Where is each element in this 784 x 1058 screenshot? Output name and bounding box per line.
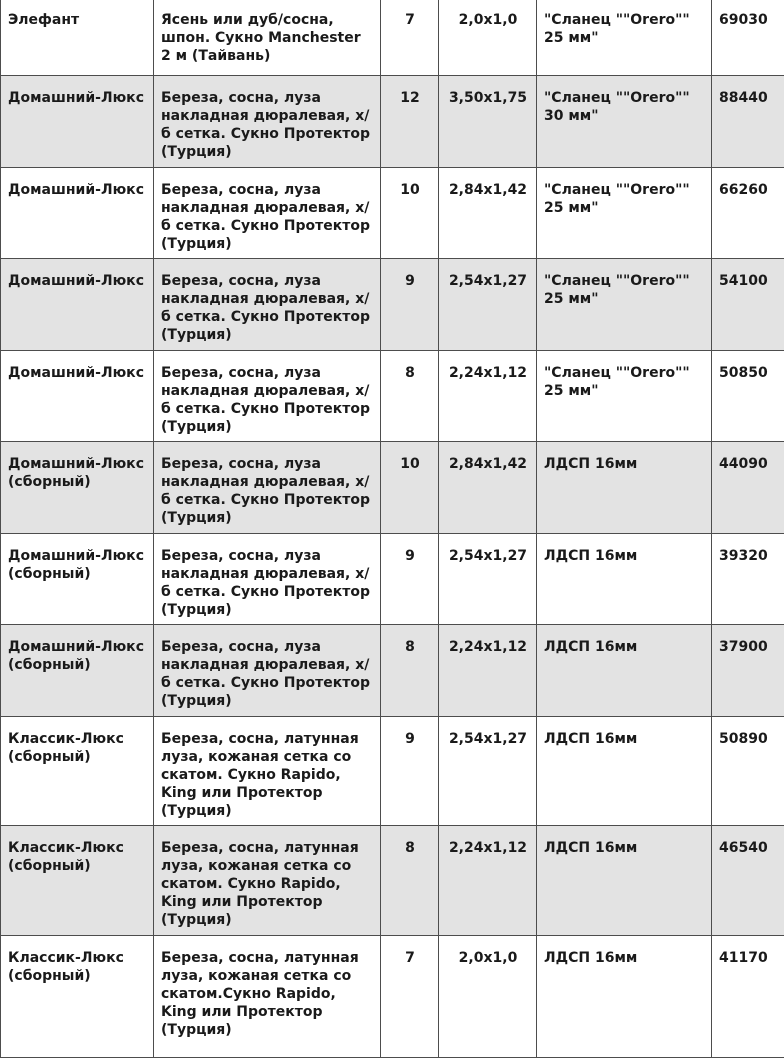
dimensions-cell: 2,54x1,27 xyxy=(439,534,537,625)
size-cell: 10 xyxy=(381,442,439,534)
size-cell: 9 xyxy=(381,534,439,625)
dimensions-cell: 2,24x1,12 xyxy=(439,625,537,717)
price-cell: 44090 xyxy=(712,442,784,534)
dimensions-cell: 2,0x1,0 xyxy=(439,0,537,76)
slab-cell: "Сланец ""Orero"" 25 мм" xyxy=(537,351,712,442)
table-row xyxy=(1,717,784,826)
table-row xyxy=(1,351,784,442)
size-cell: 9 xyxy=(381,717,439,826)
size-cell: 10 xyxy=(381,168,439,259)
description-cell: Береза, сосна, латунная луза, кожаная сетка со скатом. Сукно Rapido, King или Протектор (Турция) xyxy=(154,717,381,826)
slab-cell: ЛДСП 16мм xyxy=(537,936,712,1058)
table-row xyxy=(1,625,784,717)
dimensions-cell: 3,50x1,75 xyxy=(439,76,537,168)
slab-cell: "Сланец ""Orero"" 25 мм" xyxy=(537,168,712,259)
model-name-cell: Классик-Люкс (сборный) xyxy=(1,936,154,1058)
size-cell: 7 xyxy=(381,936,439,1058)
model-name-cell: Домашний-Люкс xyxy=(1,351,154,442)
model-name-cell: Домашний-Люкс (сборный) xyxy=(1,442,154,534)
slab-cell: "Сланец ""Orero"" 25 мм" xyxy=(537,0,712,76)
model-name-cell: Элефант xyxy=(1,0,154,76)
size-cell: 8 xyxy=(381,625,439,717)
size-cell: 12 xyxy=(381,76,439,168)
description-cell: Береза, сосна, луза накладная дюралевая, х/б сетка. Сукно Протектор (Турция) xyxy=(154,76,381,168)
slab-cell: ЛДСП 16мм xyxy=(537,717,712,826)
size-cell: 8 xyxy=(381,351,439,442)
description-cell: Береза, сосна, луза накладная дюралевая, х/б сетка. Сукно Протектор (Турция) xyxy=(154,259,381,351)
dimensions-cell: 2,84x1,42 xyxy=(439,168,537,259)
description-cell: Береза, сосна, луза накладная дюралевая, х/б сетка. Сукно Протектор (Турция) xyxy=(154,168,381,259)
dimensions-cell: 2,54x1,27 xyxy=(439,259,537,351)
table-row xyxy=(1,0,784,76)
description-cell: Береза, сосна, луза накладная дюралевая, х/б сетка. Сукно Протектор (Турция) xyxy=(154,351,381,442)
description-cell: Береза, сосна, луза накладная дюралевая, х/б сетка. Сукно Протектор (Турция) xyxy=(154,442,381,534)
price-cell: 41170 xyxy=(712,936,784,1058)
price-cell: 88440 xyxy=(712,76,784,168)
model-name-cell: Домашний-Люкс xyxy=(1,76,154,168)
table-row xyxy=(1,936,784,1058)
table-row xyxy=(1,534,784,625)
size-cell: 7 xyxy=(381,0,439,76)
model-name-cell: Домашний-Люкс xyxy=(1,259,154,351)
slab-cell: ЛДСП 16мм xyxy=(537,442,712,534)
model-name-cell: Домашний-Люкс (сборный) xyxy=(1,534,154,625)
dimensions-cell: 2,84x1,42 xyxy=(439,442,537,534)
price-cell: 69030 xyxy=(712,0,784,76)
description-cell: Береза, сосна, луза накладная дюралевая, х/б сетка. Сукно Протектор (Турция) xyxy=(154,534,381,625)
table-row xyxy=(1,259,784,351)
description-cell: Ясень или дуб/сосна, шпон. Сукно Manchester 2 м (Тайвань) xyxy=(154,0,381,76)
table-row xyxy=(1,442,784,534)
dimensions-cell: 2,24x1,12 xyxy=(439,351,537,442)
dimensions-cell: 2,24x1,12 xyxy=(439,826,537,936)
price-cell: 50850 xyxy=(712,351,784,442)
size-cell: 8 xyxy=(381,826,439,936)
slab-cell: "Сланец ""Orero"" 25 мм" xyxy=(537,259,712,351)
size-cell: 9 xyxy=(381,259,439,351)
price-cell: 54100 xyxy=(712,259,784,351)
table-row xyxy=(1,168,784,259)
model-name-cell: Домашний-Люкс xyxy=(1,168,154,259)
price-cell: 39320 xyxy=(712,534,784,625)
description-cell: Береза, сосна, латунная луза, кожаная сетка со скатом. Сукно Rapido, King или Протектор (Турция) xyxy=(154,826,381,936)
price-cell: 66260 xyxy=(712,168,784,259)
dimensions-cell: 2,54x1,27 xyxy=(439,717,537,826)
slab-cell: ЛДСП 16мм xyxy=(537,826,712,936)
description-cell: Береза, сосна, луза накладная дюралевая, х/б сетка. Сукно Протектор (Турция) xyxy=(154,625,381,717)
dimensions-cell: 2,0x1,0 xyxy=(439,936,537,1058)
slab-cell: ЛДСП 16мм xyxy=(537,625,712,717)
slab-cell: "Сланец ""Orero"" 30 мм" xyxy=(537,76,712,168)
model-name-cell: Домашний-Люкс (сборный) xyxy=(1,625,154,717)
description-cell: Береза, сосна, латунная луза, кожаная сетка со скатом.Сукно Rapido, King или Протектор (Турция) xyxy=(154,936,381,1058)
table-row xyxy=(1,76,784,168)
slab-cell: ЛДСП 16мм xyxy=(537,534,712,625)
price-cell: 37900 xyxy=(712,625,784,717)
table-row xyxy=(1,826,784,936)
model-name-cell: Классик-Люкс (сборный) xyxy=(1,826,154,936)
model-name-cell: Классик-Люкс (сборный) xyxy=(1,717,154,826)
price-cell: 50890 xyxy=(712,717,784,826)
price-cell: 46540 xyxy=(712,826,784,936)
